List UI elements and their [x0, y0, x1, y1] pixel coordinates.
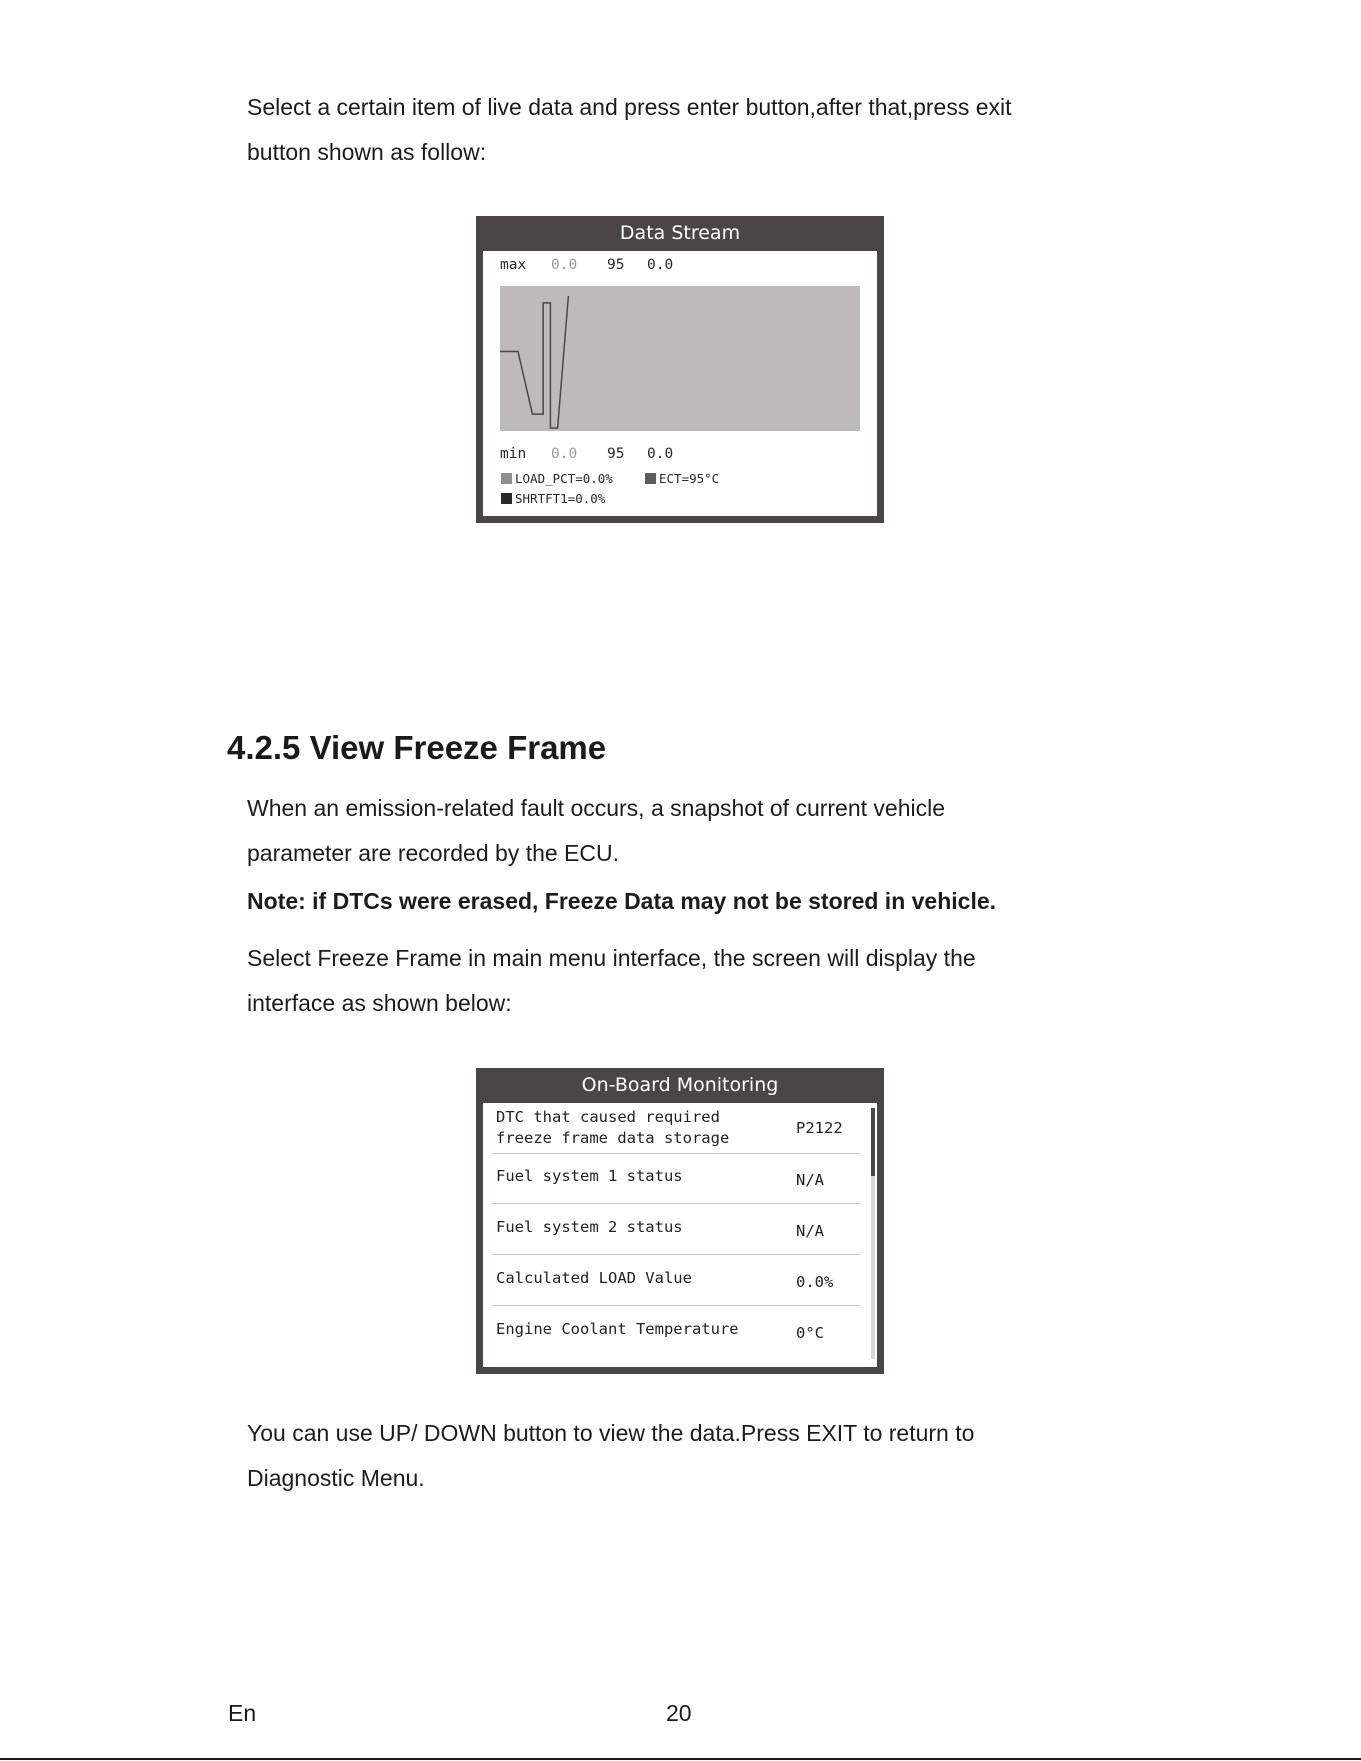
plot-background [500, 286, 860, 431]
row-value: N/A [796, 1171, 824, 1189]
legend-label: ECT=95°C [659, 471, 720, 486]
legend-swatch [645, 473, 656, 484]
intro-line-1: Select a certain item of live data and press enter button,after that,press exit [247, 94, 1012, 120]
table-row[interactable] [491, 1205, 861, 1255]
section-heading: 4.2.5 View Freeze Frame [227, 729, 607, 766]
row-name: Fuel system 2 status [496, 1218, 683, 1236]
max-label: max [500, 257, 527, 273]
data-stream-body [483, 251, 877, 516]
legend-label: SHRTFT1=0.0% [515, 491, 606, 506]
max-value-3: 0.0 [647, 257, 674, 273]
data-stream-plot [500, 286, 860, 431]
outro-line-2: Diagnostic Menu. [247, 1465, 425, 1491]
row-name: Engine Coolant Temperature [496, 1320, 739, 1338]
row-value: 0.0% [796, 1273, 834, 1291]
row-value: P2122 [796, 1119, 843, 1137]
legend-label: LOAD_PCT=0.0% [515, 471, 613, 486]
row-value: N/A [796, 1222, 824, 1240]
table-row[interactable] [491, 1154, 861, 1204]
min-label: min [500, 446, 527, 462]
bottom-rule [0, 1758, 1361, 1760]
table-row[interactable] [491, 1307, 861, 1356]
para-2-line-2: interface as shown below: [247, 990, 512, 1016]
para-1-line-1: When an emission-related fault occurs, a snapshot of current vehicle [247, 795, 946, 821]
scrollbar-thumb[interactable] [871, 1108, 875, 1176]
note-text: Note: if DTCs were erased, Freeze Data may not be stored in vehicle. [247, 888, 997, 914]
para-2-line-1: Select Freeze Frame in main menu interface, the screen will display the [247, 945, 976, 971]
legend-item-load-pct [501, 471, 613, 486]
scrollbar[interactable] [871, 1108, 875, 1359]
legend-item-shrtft1 [501, 491, 605, 506]
legend-swatch [501, 473, 512, 484]
page-number: 20 [666, 1700, 692, 1726]
row-name: Fuel system 1 status [496, 1167, 683, 1185]
max-value-1: 0.0 [551, 257, 578, 273]
monitoring-body [483, 1103, 877, 1367]
row-value: 0°C [796, 1324, 824, 1342]
on-board-monitoring-screen [476, 1068, 884, 1374]
row-name: DTC that caused required freeze frame data storage [496, 1108, 730, 1147]
outro-line-1: You can use UP/ DOWN button to view the data.Press EXIT to return to [247, 1420, 975, 1446]
legend-item-ect [645, 471, 719, 486]
max-row [500, 257, 687, 273]
min-value-1: 0.0 [551, 446, 578, 462]
data-stream-title: Data Stream [619, 222, 741, 244]
intro-line-2: button shown as follow: [247, 139, 487, 165]
table-row[interactable] [491, 1103, 861, 1154]
monitoring-title: On-Board Monitoring [581, 1074, 779, 1096]
row-name: Calculated LOAD Value [496, 1269, 692, 1287]
max-value-2: 95 [607, 257, 625, 273]
data-stream-screen [476, 216, 884, 523]
min-value-3: 0.0 [647, 446, 674, 462]
min-value-2: 95 [607, 446, 625, 462]
min-row [500, 446, 687, 462]
footer-language: En [228, 1700, 257, 1726]
para-1-line-2: parameter are recorded by the ECU. [247, 840, 620, 866]
legend-swatch [501, 493, 512, 504]
table-row[interactable] [491, 1256, 861, 1306]
